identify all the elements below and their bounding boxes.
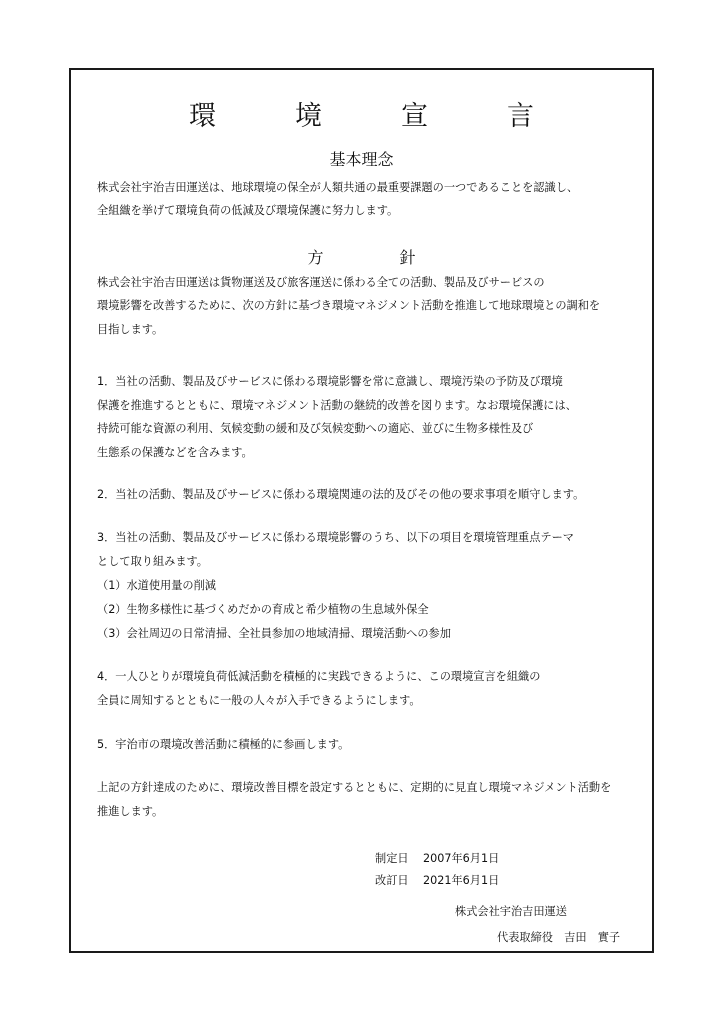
heading-policy: 方 針	[307, 248, 446, 267]
revised-label: 改訂日	[375, 874, 409, 887]
policy-item-3-line: として取り組みます。	[97, 555, 208, 568]
policy-item-1-line: 持続可能な資源の利用、気候変動の緩和及び気候変動への適応、並びに生物多様性及び	[97, 422, 534, 435]
company-name: 株式会社宇治吉田運送	[455, 905, 567, 918]
established-value: 2007年6月1日	[423, 852, 500, 865]
representative-name: 代表取締役 吉田 實子	[497, 931, 621, 944]
policy-intro-line: 株式会社宇治吉田運送は貨物運送及び旅客運送に係わる全ての活動、製品及びサービスの	[97, 276, 545, 289]
revised-value: 2021年6月1日	[423, 874, 500, 887]
established-date-row	[375, 851, 499, 867]
policy-intro-line: 目指します。	[97, 323, 164, 336]
policy-item-1-line: 生態系の保護などを含みます。	[97, 446, 253, 459]
policy-item-4-line: 全員に周知するとともに一般の人々が入手できるようにします。	[97, 694, 421, 707]
closing-line: 推進します。	[97, 805, 164, 818]
closing-line: 上記の方針達成のために、環境改善目標を設定するとともに、定期的に見直し環境マネジメント活動を	[97, 781, 612, 794]
policy-item-5-line: 5．宇治市の環境改善活動に積極的に参画します。	[97, 738, 350, 751]
policy-item-1-line: 1．当社の活動、製品及びサービスに係わる環境影響を常に意識し、環境汚染の予防及び環境	[97, 375, 563, 388]
policy-item-4-line: 4．一人ひとりが環境負荷低減活動を積極的に実践できるように、この環境宣言を組織の	[97, 670, 541, 683]
policy-intro-line: 環境影響を改善するために、次の方針に基づき環境マネジメント活動を推進して地球環境との調和を	[97, 299, 601, 312]
policy-item-3-sub: （3）会社周辺の日常清掃、全社員参加の地域清掃、環境活動への参加	[97, 627, 451, 640]
document-frame	[69, 68, 654, 953]
policy-item-2-line: 2．当社の活動、製品及びサービスに係わる環境関連の法的及びその他の要求事項を順守します。	[97, 488, 585, 501]
policy-item-3-line: 3．当社の活動、製品及びサービスに係わる環境影響のうち、以下の項目を環境管理重点テーマ	[97, 531, 574, 544]
established-label: 制定日	[375, 852, 409, 865]
policy-item-3-sub: （2）生物多様性に基づくめだかの育成と希少植物の生息域外保全	[97, 603, 429, 616]
revised-date-row	[375, 873, 499, 889]
policy-item-1-line: 保護を推進するとともに、環境マネジメント活動の継続的改善を図ります。なお環境保護には、	[97, 399, 577, 412]
basic-line: 株式会社宇治吉田運送は、地球環境の保全が人類共通の最重要課題の一つであることを認識し、	[97, 181, 579, 194]
page-title: 環 境 宣 言	[189, 101, 560, 132]
policy-item-3-sub: （1）水道使用量の削減	[97, 579, 216, 592]
basic-line: 全組織を挙げて環境負荷の低減及び環境保護に努力します。	[97, 204, 399, 217]
heading-basic-philosophy: 基本理念	[329, 150, 394, 169]
